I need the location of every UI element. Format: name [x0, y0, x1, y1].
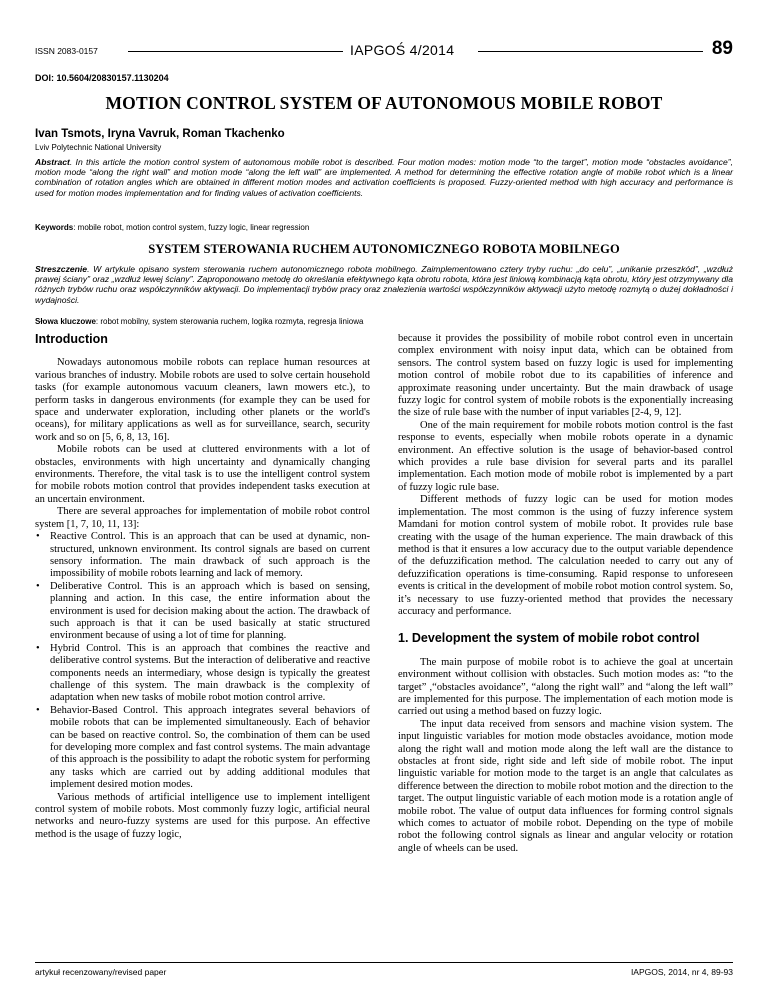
right-column: [398, 333, 733, 855]
paper-title: MOTION CONTROL SYSTEM OF AUTONOMOUS MOBILE ROBOT: [105, 93, 663, 113]
slowa-label: Słowa kluczowe: [35, 317, 96, 326]
abstract-label: Abstract: [35, 157, 70, 167]
paragraph: Nowadays autonomous mobile robots can replace human resources at various branches of industry. Mobile robots are used to solve certain household tasks (for example autonomous vacuum cleaners, lawn mowers etc.), to perform tasks in dangerous environments (for example they can be used for space and underwater exploration, including other planets or the world's oceans), for military applications as well as for surveillance, search, security work and so on [5, 6, 8, 13, 16].: [35, 357, 370, 443]
paragraph: Different methods of fuzzy logic can be used for motion modes implementation. The most common is the using of fuzzy inference system Mamdani for motion control system of mobile robot. It provides rule base creating with the usage of the human experience. The main drawback of this method is that it ensures a low accuracy due to the output variable dependence of the defuzzification method. The calculation needed to carry out any of defuzzification operations is time-consuming. Rapid response to unforeseen events is critical in the development of mobile robot motion control system. So, it’s necessary to use fuzzy-oriented method that provides the necessary accuracy and performance.: [398, 494, 733, 617]
streszczenie-text: . W artykule opisano system sterowania ruchem autonomicznego robota mobilnego. Zaimplementowano cztery tryby ruchu: „do celu”, „unikanie przeszkód”, „wzdłuż prawej ściany” oraz „wzdłuż lewej ściany”. Zaproponowano metodę do określania efektywnego kąta obrotu robota, która jest liniową kombinacją kąta obrotu, który jest otrzymywany dla różnych trybów ruchu oraz współczynników aktywacji. Do implementacji trybów pracy oraz znalezienia wartości współczynników aktywacji użyto metodę rozmytą o dużej dokładności i wydajności.: [35, 264, 733, 305]
section-heading-development: 1. Development the system of mobile robot control: [398, 631, 700, 646]
keywords-text: : mobile robot, motion control system, fuzzy logic, linear regression: [73, 223, 310, 232]
paragraph: The main purpose of mobile robot is to achieve the goal at uncertain environment without collision with obstacles. Such motion modes as: “to the target” ,“obstacles avoidance”, “along the right wall” and “along the left wall” are implemented for this purpose. The implementation of each motion mode is carried out using a method based on fuzzy logic.: [398, 656, 733, 718]
paragraph: One of the main requirement for mobile robots motion control is the fast response to events, especially when mobile robots operate in a dynamic environment. An effective solution is the usage of behavior-based control which provides a rule base division for several parts and its parallel implementation. Each motion mode of mobile robot is implemented by a part of fuzzy logic rule base.: [398, 419, 733, 493]
abstract: [35, 157, 733, 198]
authors: Ivan Tsmots, Iryna Vavruk, Roman Tkachenko: [35, 128, 285, 140]
list-item: • Reactive Control. This is an approach that can be used at dynamic, non-structured, unknown environment. Its control signals are based on current sensory information. The main drawback of such approach is the impossibility of mobile robots learning and lack of memory.: [35, 531, 370, 581]
issn: ISSN 2083-0157: [35, 46, 98, 56]
header-rule-right: [478, 51, 703, 52]
page-number: 89: [711, 38, 733, 59]
approaches-list: [35, 531, 370, 792]
list-item: • Hybrid Control. This is an approach that combines the reactive and deliberative control systems. But the interaction of deliberative and reactive components needs an intermediary, whose design is typically the greatest challenge of this system. The main drawback is the complexity of adaptation when new tasks of mobile robot motion control arrive.: [35, 643, 370, 705]
section-heading-introduction: Introduction: [35, 332, 108, 346]
streszczenie: [35, 264, 733, 305]
doi: DOI: 10.5604/20830157.1130204: [35, 73, 169, 83]
keywords: [35, 223, 733, 232]
left-column: [35, 333, 370, 841]
journal-name: IAPGOŚ 4/2014: [350, 42, 455, 58]
polish-title: SYSTEM STEROWANIA RUCHEM AUTONOMICZNEGO ROBOTA MOBILNEGO: [148, 242, 620, 256]
affiliation: Lviv Polytechnic National University: [35, 143, 162, 152]
paragraph: Mobile robots can be used at cluttered environments with a lot of obstacles, environments with high uncertainty and dynamically changing environments. Therefore, the vital task is to use the intelligent control system for mobile robots motion control that provides independent tasks execution at an uncertain environment.: [35, 444, 370, 505]
footer-right: IAPGOS, 2014, nr 4, 89-93: [630, 967, 733, 977]
running-header: [35, 38, 733, 62]
footer-left: artykuł recenzowany/revised paper: [35, 967, 167, 977]
paragraph: There are several approaches for implementation of mobile robot control system [1, 7, 10, 11, 13]:: [35, 506, 370, 530]
header-rule-left: [128, 51, 343, 52]
paragraph: Various methods of artificial intelligence use to implement intelligent control system of mobile robots. Most commonly fuzzy logic, artificial neural networks and neuro-fuzzy systems are used for this purpose. An effective method is the usage of fuzzy logic,: [35, 791, 370, 840]
slowa-text: : robot mobilny, system sterowania ruchem, logika rozmyta, regresja liniowa: [95, 317, 364, 326]
list-item: • Deliberative Control. This is an approach which is based on sensing, planning and action. In this case, the entire information about the environment is used for decision making about the action. The drawback of such approach is that it can be used basically at static structured environment because of using a lot of time for planning.: [35, 581, 370, 643]
slowa-kluczowe: [35, 317, 733, 326]
list-item: • Behavior-Based Control. This approach integrates several behaviors of mobile robots that can be implemented simultaneously. Each of behavior can be based on reactive control. So, the combination of them can be used for developing more complex and fast control systems. The main advantage of this approach is the possibility to adapt the robotic system for performing any tasks which are carried out by adding additional modules that implement desired motion modes.: [35, 705, 370, 792]
streszczenie-label: Streszczenie: [35, 264, 88, 274]
paragraph: because it provides the possibility of mobile robot control even in uncertain complex environment with noisy input data, which can be obtained from sensors. The control system based on fuzzy logic is used for implementing motion control of mobile robot due to its capabilities of inference and approximate reasoning under uncertainty. But the main drawback of usage fuzzy logic for control system of mobile robots is the exponentially increasing the size of rule base with the number of input variables [2-4, 9, 12].: [398, 333, 733, 419]
paragraph: The input data received from sensors and machine vision system. The input linguistic variables for motion mode obstacles avoidance, motion mode along the right wall and motion mode along the left wall are the distance to obstacles at front side, right side and left side of mobile robot. The input linguistic variable for motion mode to the target is an angle that calculates as difference between the direction to mobile robot motion and the direction to the target. The output linguistic variable of each motion mode is a rotation angle of mobile robot. The value of output data influences for forming control signals which comes to actuator of mobile robot. Depending on the type of mobile robot the following control signals as linear and angular velocity or rotation angle of wheels can be used.: [398, 718, 733, 854]
footer-rule: [35, 962, 733, 963]
abstract-text: . In this article the motion control system of autonomous mobile robot is described. Four motion modes: motion mode “to the target”, motion mode “obstacles avoidance”, motion mode “along the right wall” and motion mode “along the left wall” are implemented. A method for determining the effective rotation angle of mobile robot which is a linear combination of rotation angles which are obtained in different motion modes and activation coefficients is proposed. Fuzzy-oriented method with high accuracy and performance is used for motion modes implementation and for finding values of activation coefficients.: [35, 157, 733, 198]
keywords-label: Keywords: [35, 223, 74, 232]
